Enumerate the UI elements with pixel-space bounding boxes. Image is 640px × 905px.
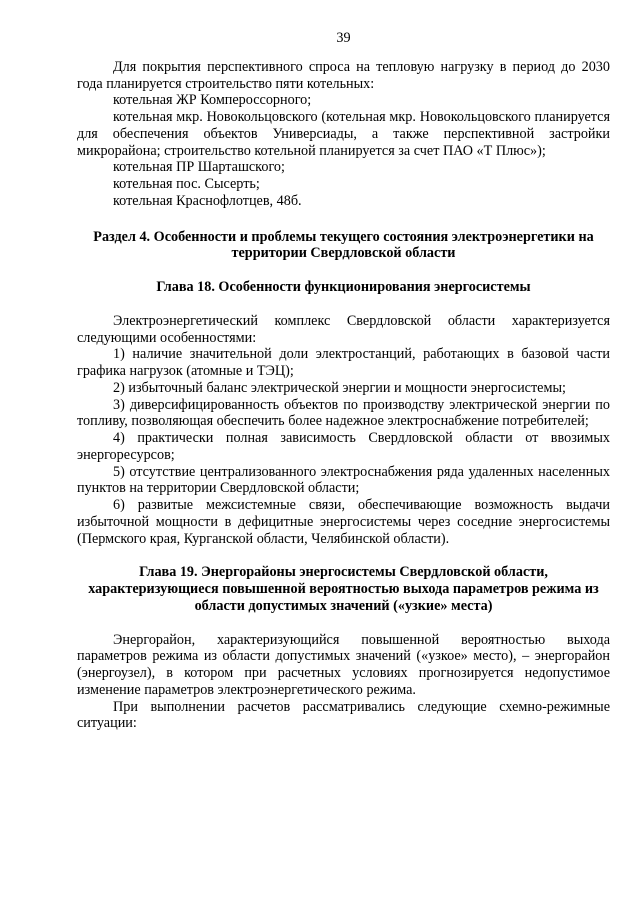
list-item: 3) диверсифицированность объектов по производству электрической энергии по топливу, позволяющая обеспечить более надежное электроснабжение потребителей;	[77, 396, 610, 430]
section-4-heading: Раздел 4. Особенности и проблемы текущего состояния электроэнергетики на территории Свердловской области	[93, 228, 594, 262]
chapter-19-paragraph: При выполнении расчетов рассматривались следующие схемно-режимные ситуации:	[77, 698, 610, 732]
chapter-18-heading: Глава 18. Особенности функционирования энергосистемы	[156, 279, 531, 295]
chapter-18-paragraph: Электроэнергетический комплекс Свердловской области характеризуется следующими особенностями:	[77, 312, 610, 346]
list-item: котельная ЖР Компероссорного;	[113, 92, 312, 109]
list-item: 4) практически полная зависимость Свердловской области от ввозимых энергоресурсов;	[77, 430, 610, 463]
list-item: котельная ПР Шарташского;	[113, 159, 285, 176]
list-item: котельная пос. Сысерть;	[113, 176, 260, 192]
list-item: котельная мкр. Новокольцовского (котельная мкр. Новокольцовского планируется для обеспечения объектов Универсиады, а также перспективной застройки микрорайона; строительство котельной планируется за счет ПАО «Т Плюс»);	[77, 109, 610, 159]
chapter-19-heading: Глава 19. Энергорайоны энергосистемы Свердловской области, характеризующиеся повышенной вероятностью выхода параметров режима из области допустимых значений («узкие» места)	[88, 564, 599, 614]
page-number: 39	[336, 30, 351, 46]
list-item: 1) наличие значительной доли электростанций, работающих в базовой части графика нагрузок (атомные и ТЭЦ);	[77, 346, 610, 379]
document-page	[77, 30, 610, 732]
list-item: 5) отсутствие централизованного электроснабжения ряда удаленных населенных пунктов на территории Свердловской области;	[77, 463, 610, 497]
list-item: 6) развитые межсистемные связи, обеспечивающие возможность выдачи избыточной мощности в дефицитные энергосистемы через соседние энергосистемы (Пермского края, Курганской области, Челябинской области).	[77, 497, 610, 547]
chapter-19-paragraph: Энергорайон, характеризующийся повышенной вероятностью выхода параметров режима из области допустимых значений («узкое» место), – энергорайон (энергоузел), в котором при расчетных условиях прогнозируется недопустимое изменение параметров электроэнергетического режима.	[77, 631, 610, 698]
list-item: котельная Краснофлотцев, 48б.	[113, 192, 302, 209]
intro-paragraph: Для покрытия перспективного спроса на тепловую нагрузку в период до 2030 года планируется строительство пяти котельных:	[77, 58, 610, 92]
list-item: 2) избыточный баланс электрической энергии и мощности энергосистемы;	[113, 379, 566, 396]
